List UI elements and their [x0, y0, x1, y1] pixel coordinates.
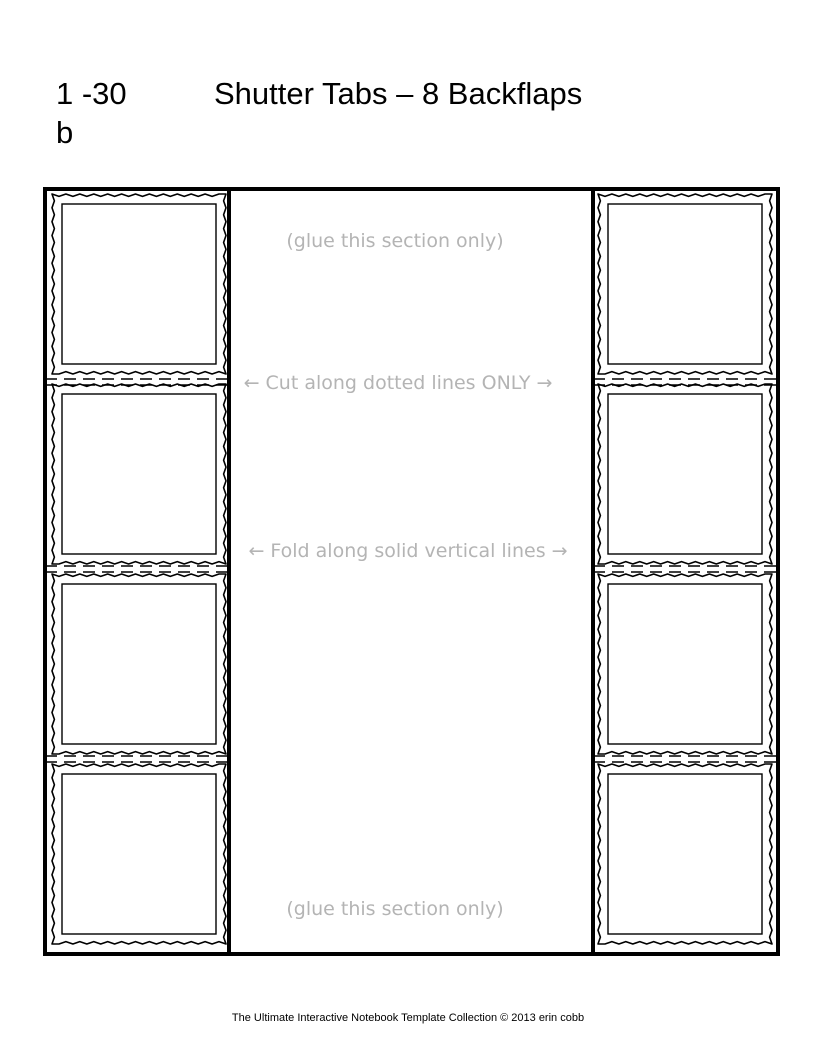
right-flap-frame-2 — [598, 384, 772, 564]
left-flap-frame-1 — [52, 194, 226, 374]
left-cut-lines — [45, 379, 229, 762]
page-title-number: 1 -30 — [56, 76, 127, 111]
glue-bottom-label: (glue this section only) — [286, 898, 504, 920]
right-flap-frame-4 — [598, 764, 772, 944]
left-flap-frame-2 — [52, 384, 226, 564]
fold-instruction: ← Fold along solid vertical lines → — [248, 540, 568, 562]
right-flap-frame-3 — [598, 574, 772, 754]
left-flap-inner-frame-1 — [62, 204, 216, 364]
right-flap-frame-1 — [598, 194, 772, 374]
left-flap-inner-frame-2 — [62, 394, 216, 554]
template-outer-border — [45, 189, 778, 954]
left-flap-frame-4 — [52, 764, 226, 944]
glue-top-label: (glue this section only) — [286, 230, 504, 252]
footer-copyright: The Ultimate Interactive Notebook Template Collection © 2013 erin cobb — [231, 1012, 585, 1024]
cut-instruction: ← Cut along dotted lines ONLY → — [243, 372, 553, 394]
flap-frames — [52, 194, 772, 944]
right-flap-inner-frame-1 — [608, 204, 762, 364]
left-flap-inner-frame-4 — [62, 774, 216, 934]
left-flap-frame-3 — [52, 574, 226, 754]
page-title: Shutter Tabs – 8 Backflaps — [214, 76, 583, 111]
right-cut-lines — [593, 379, 778, 762]
right-flap-inner-frame-4 — [608, 774, 762, 934]
right-flap-inner-frame-3 — [608, 584, 762, 744]
left-flap-inner-frame-3 — [62, 584, 216, 744]
page-title-suffix: b — [56, 115, 74, 150]
right-flap-inner-frame-2 — [608, 394, 762, 554]
